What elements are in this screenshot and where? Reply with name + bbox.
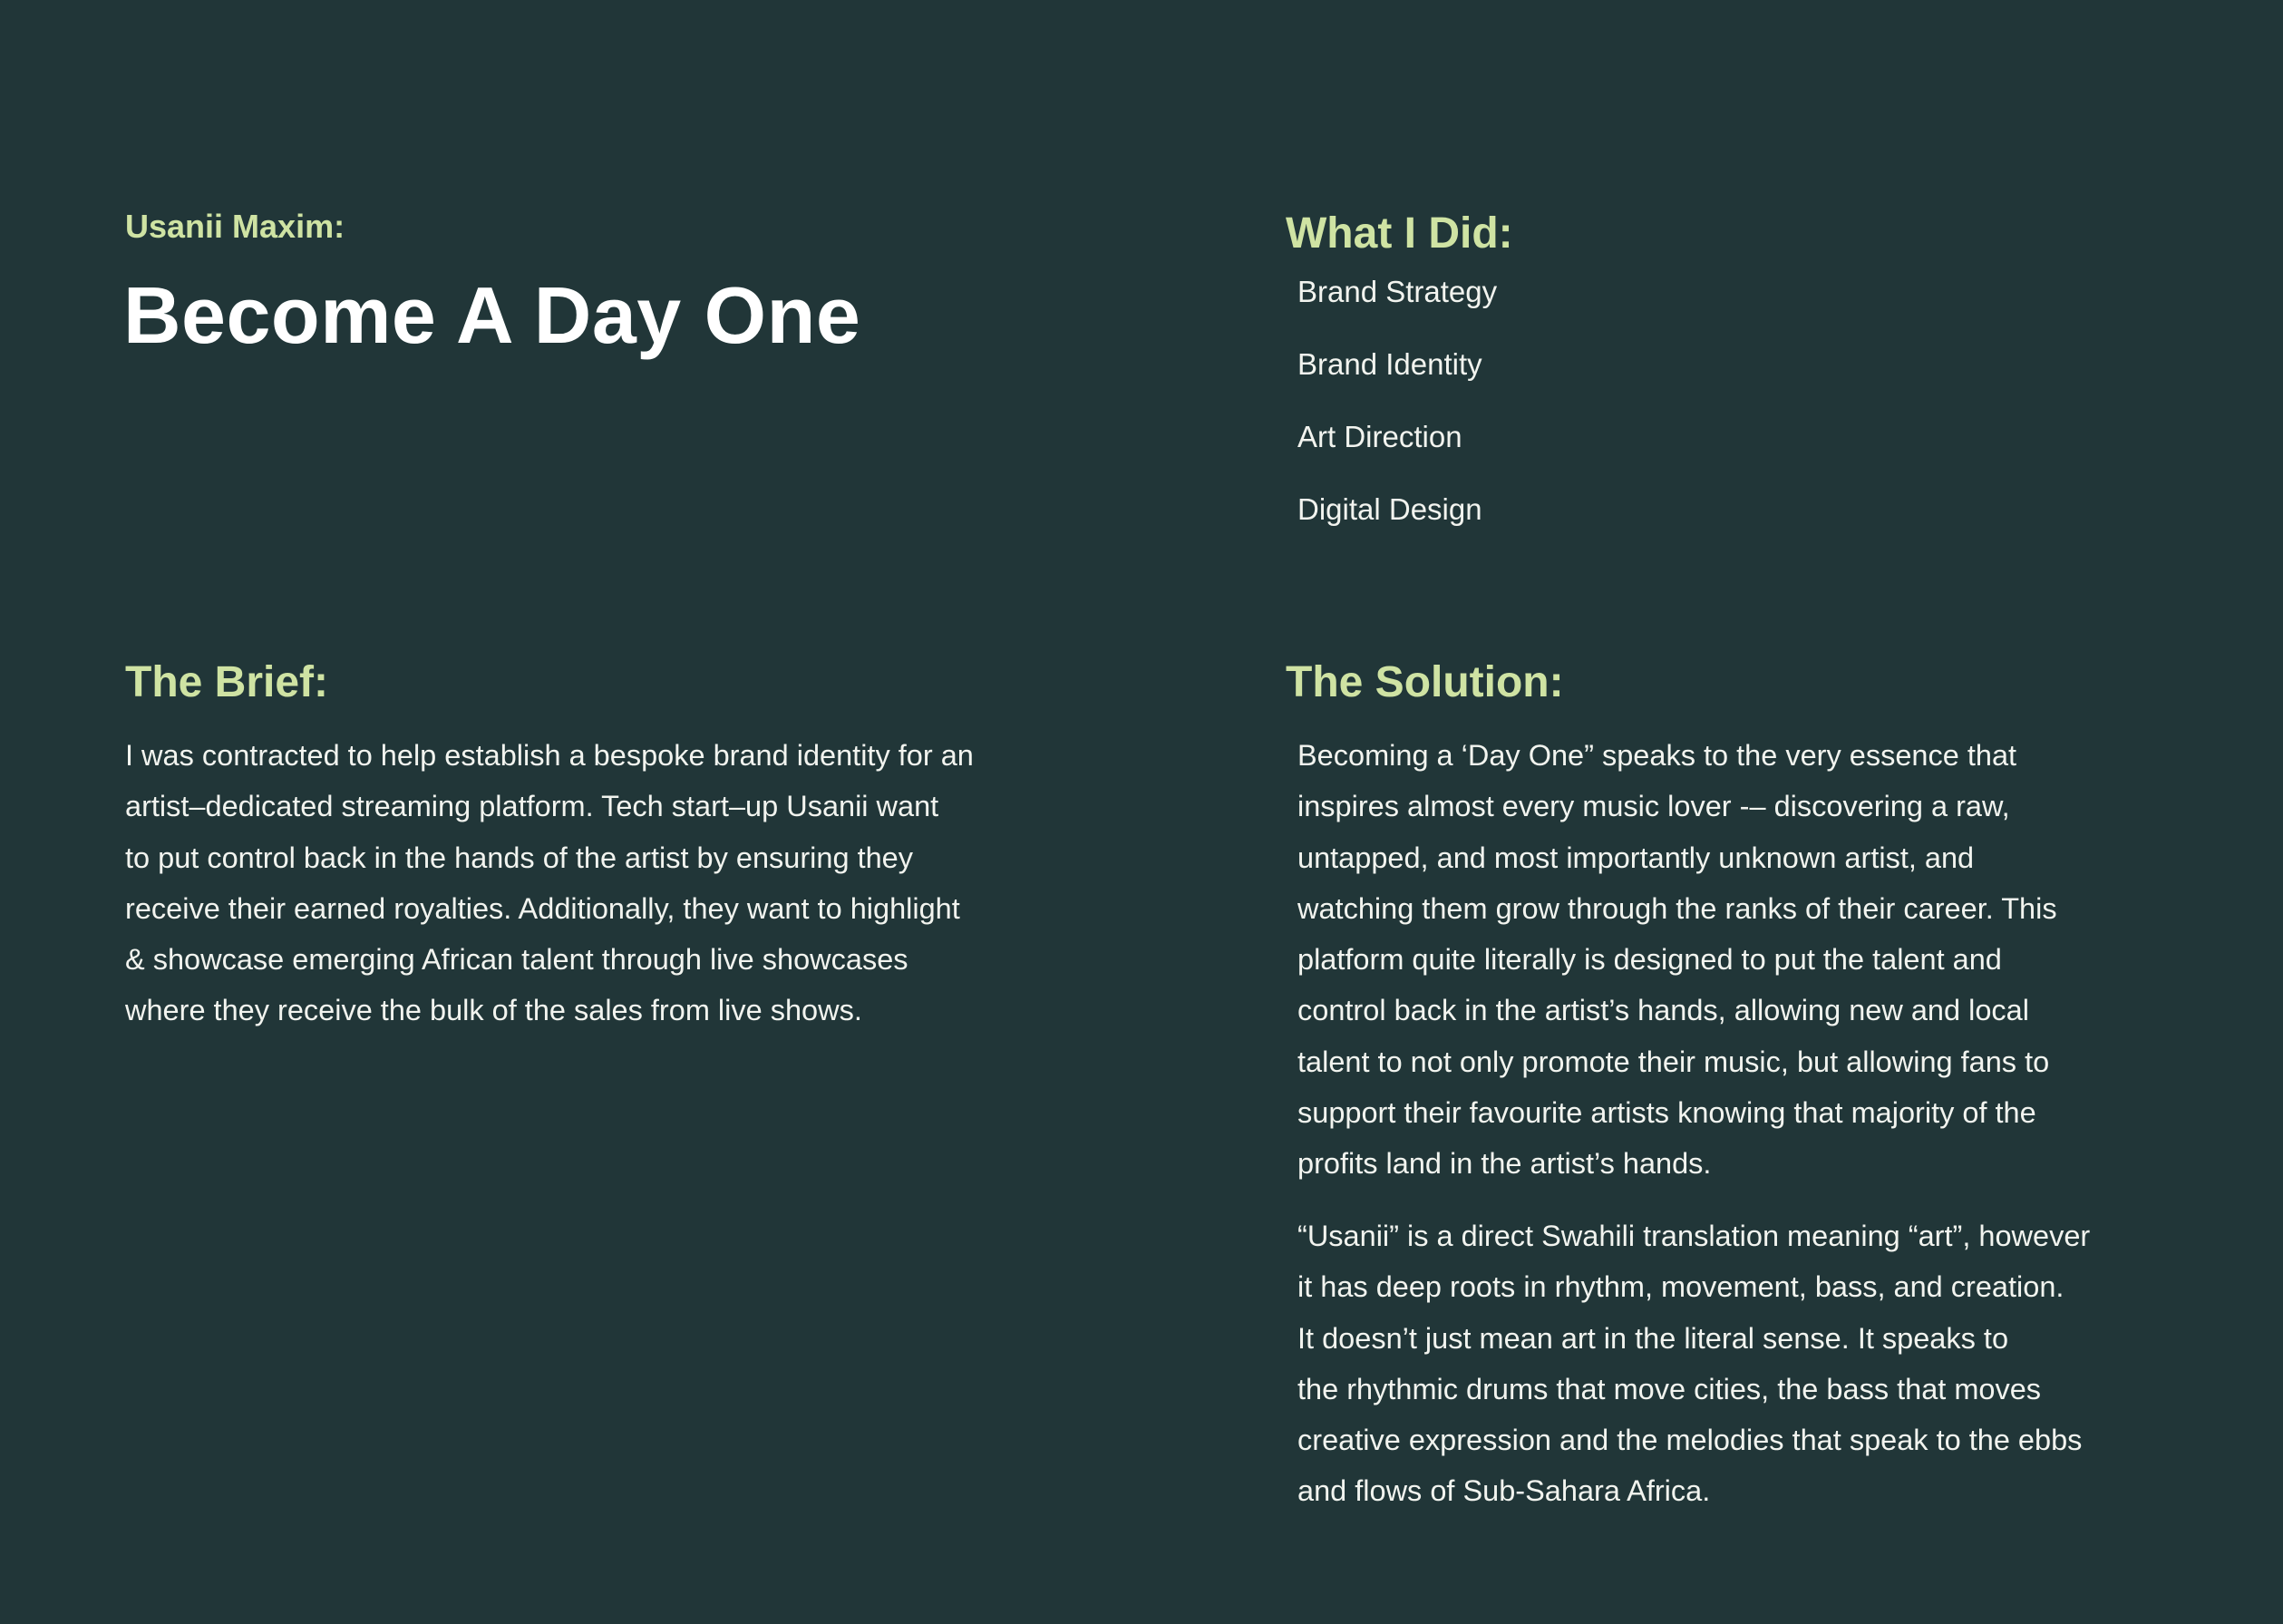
service-item: Digital Design [1297,492,1482,526]
solution-line: talent to not only promote their music, but allowing fans to [1297,1045,2050,1078]
page-title: Become A Day One [123,270,861,360]
service-item: Art Direction [1297,420,1462,453]
solution-paragraph-2 [1297,1211,2090,1517]
brief-line: I was contracted to help establish a bespoke brand identity for an [125,739,974,772]
solution-line: profits land in the artist’s hands. [1297,1147,1712,1181]
solution-line: watching them grow through the ranks of their career. This [1297,891,2057,925]
brief-line: to put control back in the hands of the artist by ensuring they [125,841,913,874]
solution-line: platform quite literally is designed to put the talent and [1297,943,2002,977]
services-list [1297,274,1497,564]
solution-line: “Usanii” is a direct Swahili translation meaning “art”, however [1297,1220,2091,1252]
brief-paragraph [125,730,974,1036]
solution-line: support their favourite artists knowing that majority of the [1297,1096,2036,1130]
solution-line: and flows of Sub-Sahara Africa. [1297,1474,1711,1508]
service-item: Brand Strategy [1297,275,1498,308]
solution-line: creative expression and the melodies that speak to the ebbs [1297,1424,2083,1457]
solution-line: untapped, and most importantly unknown artist, and [1297,841,1975,874]
what-i-did-heading: What I Did: [1286,209,1513,258]
service-item: Brand Identity [1297,347,1482,381]
brief-line: where they receive the bulk of the sales from live shows. [125,994,862,1027]
solution-line: it has deep roots in rhythm, movement, bass, and creation. [1297,1270,2064,1304]
solution-line: Becoming a ‘Day One” speaks to the very essence that [1297,739,2017,772]
solution-line: the rhythmic drums that move cities, the bass that moves [1297,1372,2042,1405]
brief-line: artist–dedicated streaming platform. Tech start–up Usanii want [125,790,939,823]
solution-line: control back in the artist’s hands, allowing new and local [1297,994,2029,1027]
solution-heading: The Solution: [1286,658,1564,706]
solution-line: inspires almost every music lover -– discovering a raw, [1297,790,2010,823]
brief-line: receive their earned royalties. Additionally, they want to highlight [125,891,960,925]
brief-line: & showcase emerging African talent through live showcases [125,943,908,977]
solution-paragraph-1 [1297,730,2057,1190]
brief-heading: The Brief: [125,658,329,706]
project-kicker: Usanii Maxim: [125,208,345,245]
solution-line: It doesn’t just mean art in the literal sense. It speaks to [1297,1321,2009,1355]
